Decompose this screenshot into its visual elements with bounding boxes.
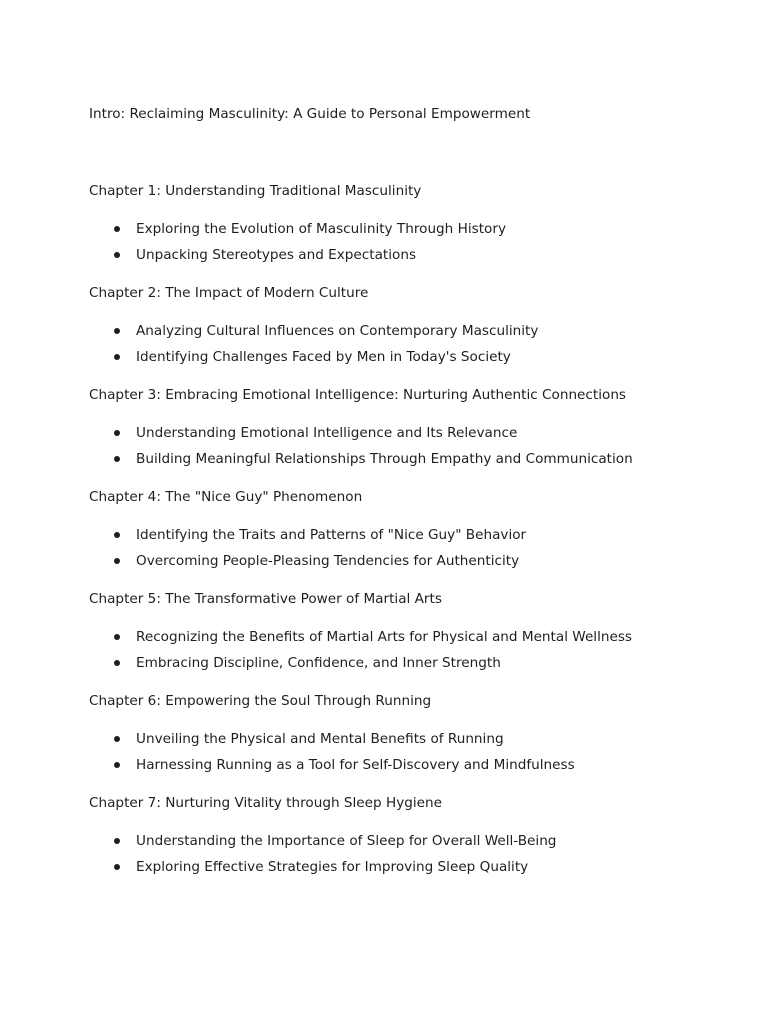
list-item: [89, 755, 729, 775]
list-item: [89, 219, 729, 239]
list-item: [89, 347, 729, 367]
bullet-icon: [114, 252, 120, 258]
list-item-text: Exploring the Evolution of Masculinity Through History: [136, 221, 506, 237]
chapter-title: Chapter 7: Nurturing Vitality through Sleep Hygiene: [89, 795, 442, 811]
chapter-1: [89, 181, 729, 265]
bullet-icon: [114, 328, 120, 334]
chapter-outline: [89, 181, 729, 877]
list-item: [89, 857, 729, 877]
chapter-topic-list: [89, 423, 729, 469]
bullet-icon: [114, 456, 120, 462]
list-item-text: Unpacking Stereotypes and Expectations: [136, 247, 417, 263]
list-item-text: Understanding Emotional Intelligence and Its Relevance: [136, 425, 518, 441]
chapter-title: Chapter 3: Embracing Emotional Intelligence: Nurturing Authentic Connections: [89, 387, 627, 403]
intro-heading: Intro: Reclaiming Masculinity: A Guide to Personal Empowerment: [89, 106, 531, 122]
chapter-6: [89, 691, 729, 775]
list-item: [89, 627, 729, 647]
chapter-2: [89, 283, 729, 367]
list-item-text: Exploring Effective Strategies for Improving Sleep Quality: [136, 859, 529, 875]
list-item-text: Understanding the Importance of Sleep for Overall Well-Being: [136, 833, 557, 849]
chapter-4: [89, 487, 729, 571]
chapter-title: Chapter 4: The "Nice Guy" Phenomenon: [89, 489, 363, 505]
list-item-text: Identifying the Traits and Patterns of "Nice Guy" Behavior: [136, 527, 527, 543]
bullet-icon: [114, 430, 120, 436]
list-item: [89, 525, 729, 545]
list-item: [89, 245, 729, 265]
list-item: [89, 551, 729, 571]
bullet-icon: [114, 558, 120, 564]
bullet-icon: [114, 736, 120, 742]
list-item: [89, 831, 729, 851]
bullet-icon: [114, 226, 120, 232]
bullet-icon: [114, 634, 120, 640]
list-item: [89, 423, 729, 443]
bullet-icon: [114, 864, 120, 870]
chapter-7: [89, 793, 729, 877]
chapter-3: [89, 385, 729, 469]
list-item-text: Embracing Discipline, Confidence, and Inner Strength: [136, 655, 501, 671]
chapter-topic-list: [89, 321, 729, 367]
list-item-text: Overcoming People-Pleasing Tendencies for Authenticity: [136, 553, 520, 569]
chapter-title: Chapter 2: The Impact of Modern Culture: [89, 285, 369, 301]
list-item-text: Analyzing Cultural Influences on Contemporary Masculinity: [136, 323, 539, 339]
chapter-title: Chapter 1: Understanding Traditional Masculinity: [89, 183, 422, 199]
list-item-text: Unveiling the Physical and Mental Benefits of Running: [136, 731, 504, 747]
bullet-icon: [114, 762, 120, 768]
list-item-text: Building Meaningful Relationships Through Empathy and Communication: [136, 451, 633, 467]
chapter-title: Chapter 5: The Transformative Power of Martial Arts: [89, 591, 442, 607]
chapter-topic-list: [89, 219, 729, 265]
list-item-text: Identifying Challenges Faced by Men in Today's Society: [136, 349, 511, 365]
bullet-icon: [114, 660, 120, 666]
list-item: [89, 729, 729, 749]
list-item-text: Recognizing the Benefits of Martial Arts for Physical and Mental Wellness: [136, 629, 633, 645]
chapter-5: [89, 589, 729, 673]
chapter-topic-list: [89, 525, 729, 571]
list-item-text: Harnessing Running as a Tool for Self-Discovery and Mindfulness: [136, 757, 575, 773]
bullet-icon: [114, 354, 120, 360]
chapter-topic-list: [89, 831, 729, 877]
chapter-topic-list: [89, 627, 729, 673]
bullet-icon: [114, 532, 120, 538]
chapter-topic-list: [89, 729, 729, 775]
list-item: [89, 321, 729, 341]
list-item: [89, 449, 729, 469]
chapter-title: Chapter 6: Empowering the Soul Through Running: [89, 693, 432, 709]
list-item: [89, 653, 729, 673]
bullet-icon: [114, 838, 120, 844]
